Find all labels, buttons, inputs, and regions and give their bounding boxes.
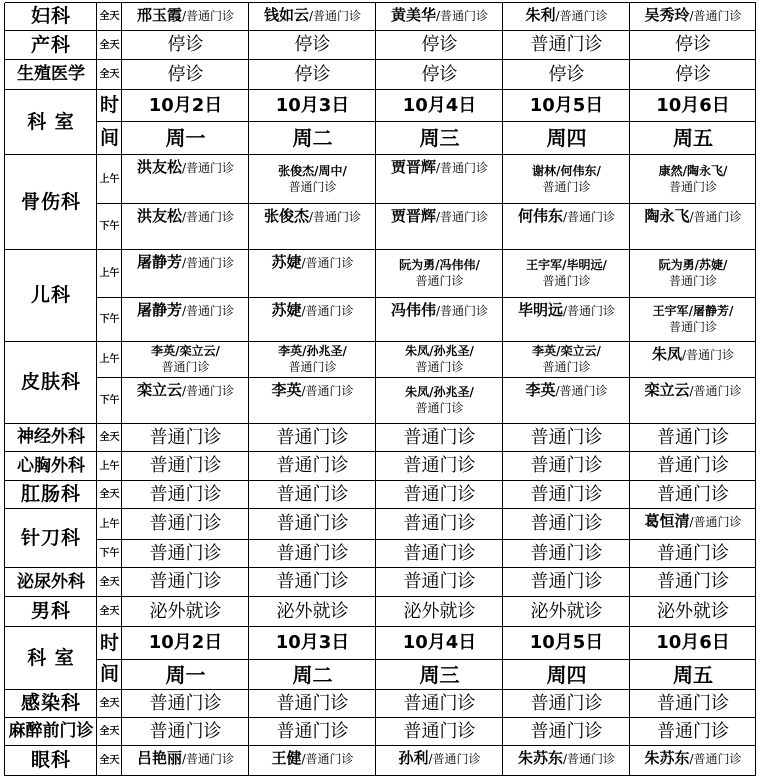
grid-line	[5, 2, 756, 3]
clinic-type: 普通门诊	[542, 274, 591, 288]
clinic-type: /普通门诊	[181, 210, 235, 224]
grid-line	[97, 539, 756, 540]
doctor-group	[151, 344, 220, 375]
doctor-cell	[376, 155, 503, 204]
schedule-value: 普通门诊	[530, 483, 603, 505]
doctor-name: 苏婕	[271, 253, 302, 271]
doctor-group	[659, 164, 728, 195]
header-weekday: 周二	[292, 662, 333, 687]
schedule-value: 泌外就诊	[657, 600, 729, 622]
doctor-name: 陶永飞	[644, 207, 690, 225]
clinic-type: /普通门诊	[435, 161, 489, 175]
clinic-type: 普通门诊	[542, 179, 591, 194]
schedule-value: 停诊	[548, 63, 585, 85]
clinic-type: /普通门诊	[181, 384, 235, 398]
doctor-name: 邢玉霞	[136, 6, 182, 24]
doctor-group	[526, 258, 607, 289]
shift-all-day: 全天	[99, 755, 120, 767]
shift-morning: 上午	[99, 268, 120, 280]
clinic-type: /普通门诊	[689, 9, 742, 23]
schedule-value: 停诊	[675, 63, 711, 85]
schedule-value: 普通门诊	[149, 692, 222, 714]
header-date: 10月6日	[656, 94, 730, 116]
header-weekday: 周三	[419, 662, 460, 687]
dept-neurosurgery: 神经外科	[17, 427, 85, 448]
doctor-cell	[630, 155, 756, 204]
grid-line	[97, 121, 756, 122]
doctor-name: 苏婕	[271, 301, 302, 319]
grid-line	[5, 567, 756, 568]
schedule-value: 普通门诊	[530, 542, 603, 564]
header-date: 10月4日	[402, 632, 477, 654]
doctor-name: 朱苏东	[517, 749, 563, 767]
doctor-cell	[122, 155, 249, 204]
doctor-names: 王宇军/屠静芳/	[652, 304, 734, 319]
grid-line	[248, 3, 249, 776]
doctor-cell	[122, 746, 249, 776]
schedule-value: 普通门诊	[149, 513, 222, 535]
grid-line	[5, 341, 756, 342]
shift-all-day: 全天	[99, 489, 120, 501]
shift-afternoon: 下午	[99, 314, 120, 326]
grid-line	[5, 30, 756, 31]
doctor-name: 贾晋辉	[390, 158, 436, 176]
grid-line	[5, 89, 756, 90]
header-time: 时	[99, 631, 119, 654]
doctor-group	[653, 304, 734, 335]
schedule-value: 普通门诊	[403, 455, 476, 477]
doctor-cell	[249, 155, 376, 204]
schedule-value: 普通门诊	[276, 455, 349, 477]
header-weekday: 周一	[165, 126, 206, 150]
grid-line	[5, 154, 756, 155]
doctor-group	[399, 258, 480, 289]
dept-urology: 泌尿外科	[17, 571, 85, 592]
dept-cardiothoracic: 心胸外科	[17, 455, 85, 476]
grid-line	[5, 249, 756, 250]
doctor-name: 吕艳丽	[136, 749, 182, 767]
clinic-type: /普通门诊	[181, 752, 235, 766]
doctor-group	[405, 385, 474, 416]
doctor-cell	[249, 746, 376, 776]
header-time: 时	[99, 94, 119, 117]
clinic-type: /普通门诊	[301, 304, 354, 318]
grid-line	[5, 596, 756, 597]
clinic-type: /普通门诊	[301, 384, 354, 398]
doctor-cell	[376, 746, 503, 776]
schedule-value: 普通门诊	[403, 542, 476, 564]
shift-afternoon: 下午	[99, 221, 120, 233]
clinic-type: /普通门诊	[562, 304, 616, 318]
schedule-value: 普通门诊	[276, 513, 349, 535]
doctor-name: 葛恒清	[644, 512, 690, 530]
header-dept-room: 科 室	[27, 110, 75, 133]
shift-morning: 上午	[99, 173, 120, 185]
shift-all-day: 全天	[99, 726, 120, 738]
grid-line	[96, 3, 97, 776]
shift-all-day: 全天	[99, 39, 120, 51]
doctor-cell	[503, 342, 630, 378]
dept-gynecology: 妇科	[30, 5, 71, 28]
schedule-value: 普通门诊	[657, 426, 729, 448]
schedule-value: 普通门诊	[657, 542, 729, 564]
header-date: 10月4日	[402, 94, 477, 116]
doctor-cell	[630, 746, 756, 776]
doctor-cell	[503, 155, 630, 204]
grid-line	[5, 745, 756, 746]
doctor-group	[278, 164, 347, 195]
clinic-type: 普通门诊	[415, 401, 464, 415]
doctor-cell	[249, 204, 376, 250]
doctor-name: 李英	[525, 381, 556, 399]
schedule-value: 普通门诊	[530, 571, 603, 593]
doctor-cell	[376, 3, 503, 31]
clinic-type: 普通门诊	[668, 320, 717, 334]
shift-afternoon: 下午	[99, 548, 120, 560]
doctor-cell	[503, 378, 630, 424]
clinic-type: 普通门诊	[668, 274, 717, 288]
doctor-name: 朱苏东	[644, 749, 690, 767]
doctor-cell	[122, 3, 249, 31]
shift-morning: 上午	[99, 518, 120, 530]
clinic-type: /普通门诊	[301, 256, 354, 270]
doctor-name: 张俊杰	[263, 207, 309, 225]
dept-acupotomy: 针刀科	[20, 526, 81, 549]
schedule-value: 停诊	[421, 63, 458, 85]
grid-line	[755, 3, 756, 776]
dept-reproductive: 生殖医学	[17, 64, 85, 85]
clinic-type: /普通门诊	[689, 515, 742, 529]
doctor-group	[532, 344, 601, 375]
header-weekday: 周二	[292, 126, 333, 150]
doctor-name: 毕明远	[517, 301, 563, 319]
doctor-cell	[376, 378, 503, 424]
schedule-value: 普通门诊	[276, 426, 349, 448]
shift-all-day: 全天	[99, 606, 120, 618]
doctor-cell	[630, 3, 756, 31]
doctor-cell	[122, 250, 249, 298]
header-date: 10月3日	[275, 632, 350, 654]
doctor-cell	[122, 378, 249, 424]
doctor-name: 洪友松	[136, 158, 182, 176]
shift-morning: 上午	[99, 354, 120, 366]
clinic-type: 普通门诊	[542, 360, 591, 374]
doctor-name: 吴秀玲	[644, 6, 690, 24]
header-dept-room: 科 室	[27, 646, 75, 669]
grid-line	[97, 377, 756, 378]
grid-line	[97, 659, 756, 660]
clinic-type: /普通门诊	[181, 256, 235, 270]
grid-line	[4, 3, 5, 776]
schedule-value: 停诊	[675, 34, 711, 56]
doctor-name: 栾立云	[136, 381, 182, 399]
doctor-names: 张俊杰/周中/	[278, 163, 347, 178]
clinic-type: /普通门诊	[435, 9, 489, 23]
header-time: 间	[99, 126, 119, 149]
clinic-type: /普通门诊	[428, 752, 481, 766]
doctor-name: 洪友松	[136, 207, 182, 225]
doctor-names: 王宇军/毕明远/	[526, 258, 607, 273]
schedule-value: 普通门诊	[276, 720, 349, 742]
clinic-type: 普通门诊	[668, 179, 717, 194]
schedule-value: 泌外就诊	[276, 600, 349, 622]
clinic-type: /普通门诊	[308, 9, 362, 23]
doctor-name: 屠静芳	[136, 253, 182, 271]
clinic-type: /普通门诊	[301, 752, 354, 766]
shift-all-day: 全天	[99, 11, 120, 23]
schedule-value: 普通门诊	[276, 542, 349, 564]
doctor-cell	[249, 3, 376, 31]
grid-line	[5, 451, 756, 452]
grid-line	[629, 3, 630, 776]
doctor-group	[278, 344, 347, 375]
schedule-value: 普通门诊	[276, 483, 349, 505]
schedule-value: 普通门诊	[530, 426, 603, 448]
schedule-value: 普通门诊	[403, 426, 476, 448]
schedule-value: 普通门诊	[403, 692, 476, 714]
clinic-type: /普通门诊	[681, 348, 735, 362]
schedule-value: 普通门诊	[403, 513, 476, 535]
shift-morning: 上午	[99, 460, 120, 472]
schedule-value: 普通门诊	[530, 720, 603, 742]
header-weekday: 周五	[673, 126, 713, 150]
grid-line	[5, 480, 756, 481]
doctor-cell	[503, 3, 630, 31]
doctor-cell	[630, 342, 756, 378]
schedule-value: 普通门诊	[530, 34, 603, 56]
dept-ophthalmology: 眼科	[30, 749, 71, 772]
schedule-value: 普通门诊	[149, 720, 222, 742]
doctor-names: 康然/陶永飞/	[658, 163, 728, 178]
clinic-type: /普通门诊	[689, 384, 742, 398]
dept-anorectal: 肛肠科	[20, 483, 81, 506]
grid-line	[5, 59, 756, 60]
doctor-name: 何伟东	[517, 207, 563, 225]
doctor-name: 朱凤	[651, 345, 682, 363]
schedule-value: 普通门诊	[657, 692, 729, 714]
grid-line	[5, 626, 756, 627]
schedule-value: 泌外就诊	[149, 600, 222, 622]
schedule-value: 普通门诊	[657, 720, 729, 742]
grid-line	[97, 297, 756, 298]
doctor-names: 朱凤/孙兆圣/	[405, 385, 474, 400]
grid-line	[375, 3, 376, 776]
clinic-type: /普通门诊	[435, 304, 489, 318]
doctor-cell	[122, 342, 249, 378]
shift-afternoon: 下午	[99, 395, 120, 407]
header-date: 10月3日	[275, 94, 350, 116]
header-time: 间	[99, 663, 119, 686]
schedule-value: 停诊	[421, 34, 458, 56]
doctor-cell	[376, 342, 503, 378]
doctor-names: 李英/栾立云/	[151, 344, 220, 359]
schedule-value: 普通门诊	[657, 571, 729, 593]
dept-orthopedics: 骨伤科	[20, 190, 81, 213]
shift-all-day: 全天	[99, 698, 120, 710]
dept-obstetrics: 产科	[30, 33, 71, 56]
schedule-value: 普通门诊	[403, 720, 476, 742]
grid-line	[5, 717, 756, 718]
schedule-value: 普通门诊	[276, 692, 349, 714]
shift-all-day: 全天	[99, 576, 120, 588]
doctor-cell	[376, 204, 503, 250]
schedule-value: 普通门诊	[657, 455, 729, 477]
schedule-value: 泌外就诊	[403, 600, 476, 622]
doctor-cell	[376, 250, 503, 298]
doctor-cell	[376, 298, 503, 342]
schedule-value: 普通门诊	[530, 692, 603, 714]
doctor-cell	[630, 509, 756, 540]
dept-pediatrics: 儿科	[30, 284, 71, 307]
grid-line	[5, 775, 756, 776]
doctor-group	[532, 164, 601, 195]
clinic-type: /普通门诊	[555, 9, 608, 23]
doctor-name: 王健	[271, 749, 302, 767]
grid-line	[5, 508, 756, 509]
clinic-type: /普通门诊	[181, 161, 235, 175]
doctor-cell	[503, 298, 630, 342]
header-date: 10月5日	[529, 632, 604, 654]
dept-andrology: 男科	[30, 600, 71, 623]
header-date: 10月2日	[148, 94, 223, 116]
doctor-cell	[630, 298, 756, 342]
header-weekday: 周三	[419, 126, 460, 150]
clinic-type: /普通门诊	[181, 304, 235, 318]
doctor-cell	[249, 378, 376, 424]
clinic-type: 普通门诊	[415, 274, 464, 288]
doctor-name: 黄美华	[390, 6, 436, 24]
schedule-value: 普通门诊	[403, 483, 476, 505]
schedule-value: 泌外就诊	[530, 600, 603, 622]
doctor-cell	[122, 298, 249, 342]
schedule-value: 停诊	[294, 63, 331, 85]
clinic-type: /普通门诊	[562, 210, 616, 224]
doctor-name: 钱如云	[263, 6, 309, 24]
grid-line	[5, 689, 756, 690]
doctor-cell	[630, 204, 756, 250]
doctor-names: 朱凤/孙兆圣/	[405, 344, 474, 359]
doctor-cell	[249, 342, 376, 378]
schedule-value: 普通门诊	[149, 455, 222, 477]
clinic-type: /普通门诊	[555, 384, 608, 398]
clinic-type: 普通门诊	[415, 360, 464, 374]
doctor-names: 阮为勇/苏婕/	[658, 258, 728, 273]
schedule-value: 普通门诊	[149, 571, 222, 593]
dept-anesthesia: 麻醉前门诊	[8, 721, 94, 742]
doctor-cell	[630, 378, 756, 424]
header-date: 10月5日	[529, 94, 604, 116]
doctor-cell	[503, 204, 630, 250]
doctor-cell	[249, 298, 376, 342]
doctor-cell	[249, 250, 376, 298]
doctor-group	[659, 258, 728, 289]
doctor-cell	[503, 250, 630, 298]
shift-all-day: 全天	[99, 432, 120, 444]
clinic-type: /普通门诊	[689, 210, 742, 224]
schedule-value: 停诊	[167, 34, 204, 56]
doctor-name: 朱利	[525, 6, 556, 24]
schedule-value: 停诊	[167, 63, 204, 85]
schedule-value: 普通门诊	[149, 542, 222, 564]
doctor-name: 孙利	[398, 749, 429, 767]
doctor-name: 贾晋辉	[390, 207, 436, 225]
schedule-value: 普通门诊	[530, 513, 603, 535]
clinic-type: /普通门诊	[308, 210, 362, 224]
grid-line	[5, 423, 756, 424]
doctor-cell	[122, 204, 249, 250]
doctor-cell	[630, 250, 756, 298]
grid-line	[502, 3, 503, 776]
header-weekday: 周四	[546, 662, 587, 687]
schedule-value: 普通门诊	[657, 483, 729, 505]
clinic-type: /普通门诊	[435, 210, 489, 224]
clinic-type: 普通门诊	[161, 360, 210, 374]
header-date: 10月2日	[148, 632, 223, 654]
clinic-type: 普通门诊	[288, 179, 337, 194]
doctor-names: 李英/栾立云/	[532, 344, 601, 359]
clinic-type: /普通门诊	[181, 9, 235, 23]
dept-infection: 感染科	[20, 692, 81, 715]
clinic-type: /普通门诊	[689, 752, 742, 766]
doctor-name: 栾立云	[644, 381, 690, 399]
schedule-value: 普通门诊	[530, 455, 603, 477]
doctor-name: 冯伟伟	[390, 301, 436, 319]
clinic-type: 普通门诊	[288, 360, 337, 374]
header-date: 10月6日	[656, 632, 730, 654]
doctor-names: 阮为勇/冯伟伟/	[399, 258, 480, 273]
doctor-name: 屠静芳	[136, 301, 182, 319]
schedule-value: 普通门诊	[276, 571, 349, 593]
doctor-name: 李英	[271, 381, 302, 399]
schedule-value: 普通门诊	[403, 571, 476, 593]
schedule-value: 普通门诊	[149, 483, 222, 505]
doctor-cell	[503, 746, 630, 776]
header-weekday: 周五	[673, 662, 713, 687]
clinic-type: /普通门诊	[562, 752, 616, 766]
shift-all-day: 全天	[99, 69, 120, 81]
doctor-names: 李英/孙兆圣/	[278, 344, 347, 359]
schedule-value: 普通门诊	[149, 426, 222, 448]
header-weekday: 周一	[165, 662, 206, 687]
header-weekday: 周四	[546, 126, 587, 150]
grid-line	[121, 3, 122, 776]
dept-dermatology: 皮肤科	[20, 371, 81, 394]
doctor-names: 谢林/何伟东/	[532, 163, 601, 178]
grid-line	[97, 203, 756, 204]
schedule-value: 停诊	[294, 34, 331, 56]
doctor-group	[405, 344, 474, 375]
